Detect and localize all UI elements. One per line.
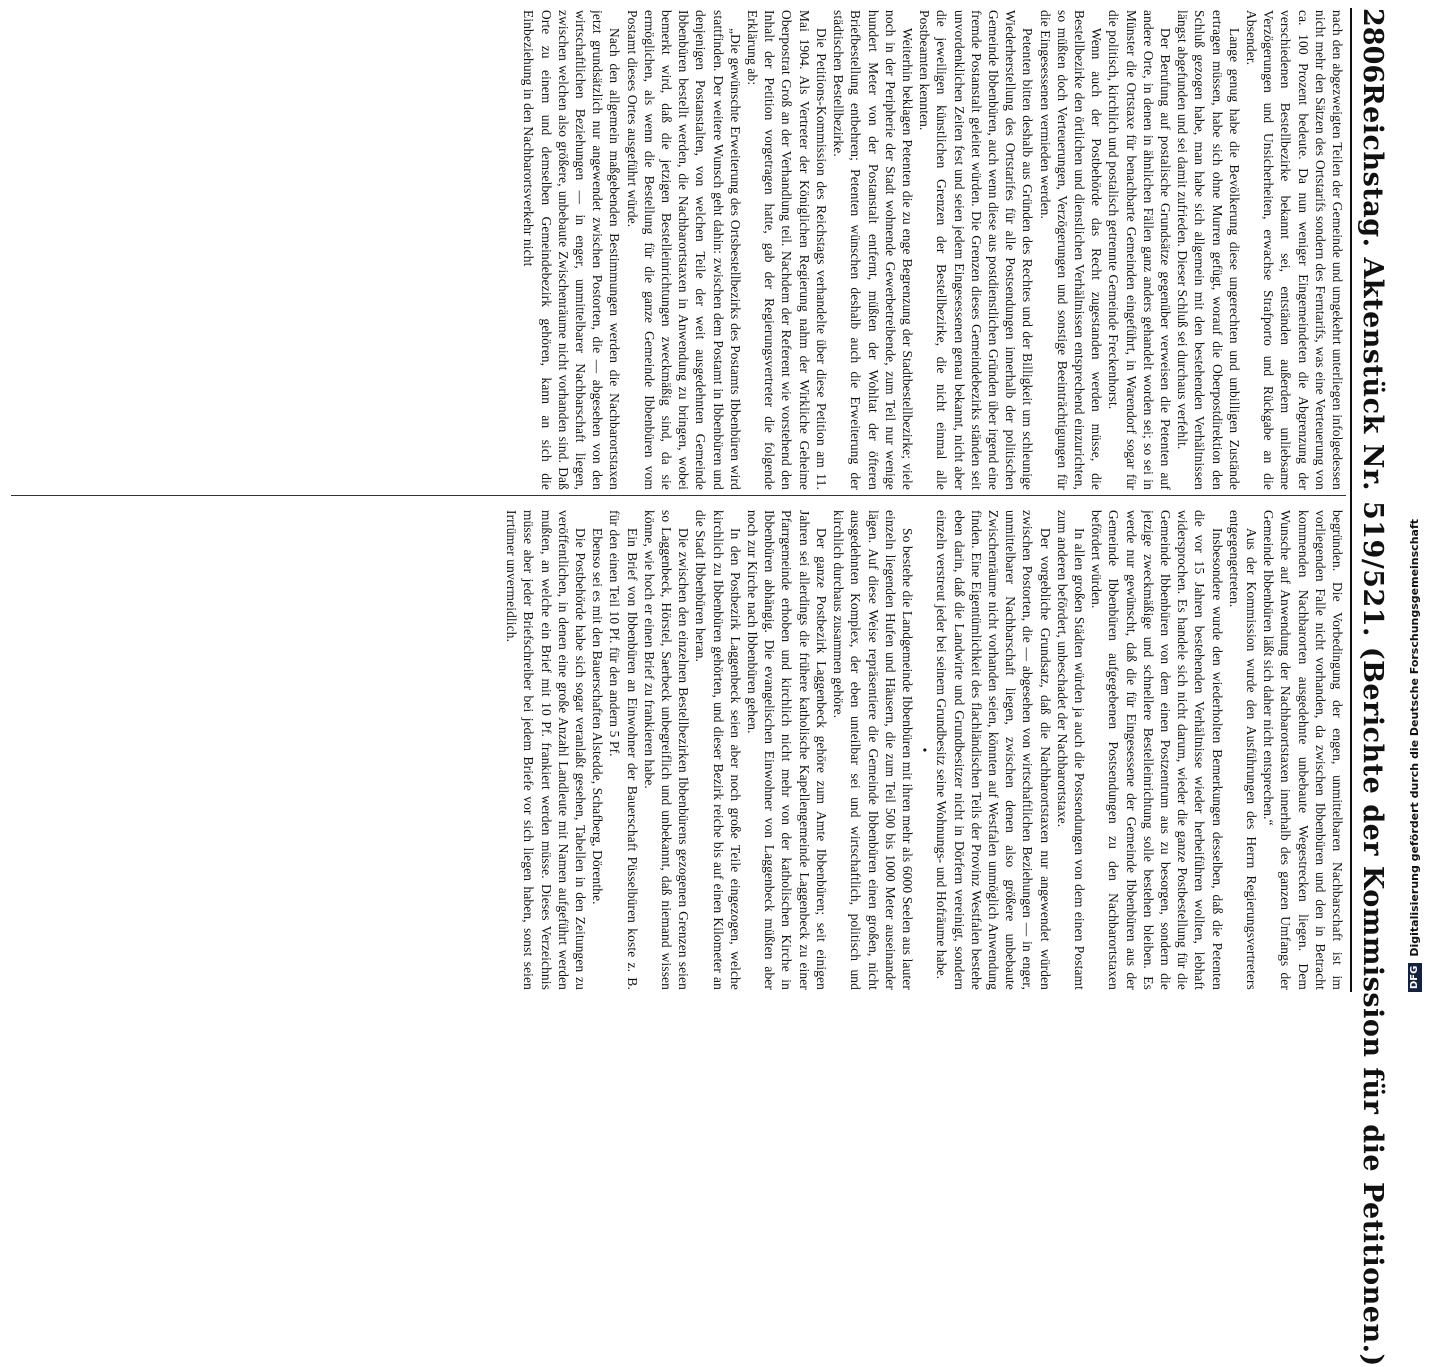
paragraph: Wenn auch der Postbehörde das Recht zugestanden werden müsse, die Bestellbezirke den örtlichen und dienstlichen Verhältnissen entsprechend einzurichten, so müßten doch Verteuerungen, Verzögerungen und sonstige Beeinträchtigungen für die Eingesessenen vermieden werden. <box>1037 10 1105 490</box>
paragraph: nach den abgezweigten Teilen der Gemeinde und umgekehrt unterliegen infolgedessen nicht mehr den Sätzen des Ortstarifs sondern des Ferntarifs, was eine Verteuerung von ca. 100 Prozent bedeute. Da nun weniger Eingemeindeten die Abgrenzung der verschiedenen Bestellbezirke bekannt sei, entständen außerdem unliebsame Verzögerungen und Unsicherheiten, erwachse Strafporto und Rückgabe an die Absender. <box>1243 10 1345 490</box>
page-number: 2806 <box>1357 8 1389 84</box>
paragraph: Aus der Kommission wurde den Ausführungen des Herrn Regierungsvertreters entgegengetreten. <box>1226 510 1259 990</box>
dfg-logo: DFG <box>1408 963 1422 992</box>
quoted-paragraph: begründen. Die Vorbedingung der engen, unmittelbaren Nachbarschaft ist im vorliegenden Falle nicht vorhanden, da zwischen Ibbenbüren und den in Betracht kommenden Nachbarorten ausgedehnte unbebaute Wegestrecken liegen. Dem Wunsche auf Anwendung der Nachbarortstaxen innerhalb des ganzen Umfangs der Gemeinde Ibbenbüren läßt sich daher nicht entsprechen.“ <box>1261 510 1345 990</box>
paragraph: Die zwischen den einzelnen Bestellbezirken Ibbenbürens gezogenen Grenzen seien so Laggenbeck, Hörstel, Saerbeck unbegreiflich und unbekannt, daß niemand wissen könne, wie hoch er einen Brief zu frankieren habe. <box>641 510 692 990</box>
paragraph-separator: • <box>917 747 933 753</box>
paragraph: Der Berufung auf postalische Grundsätze gegenüber verweisen die Petenten auf andere Orte, in denen in ähnlichen Fällen ganz anders gehandelt worden sei; so sei in Münster die Ortstaxe für benachbarte Gemeinden eingeführt, in Warendorf sogar für die politisch, kirchlich und postalisch getrennte Gemeinde Freckenhorst. <box>1106 10 1173 490</box>
paragraph: Ebenso sei es mit den Bauerschaften Alstedde, Schafberg, Dörenthe. <box>590 528 606 905</box>
paragraph: Der ganze Postbezirk Laggenbeck gehöre zum Amte Ibbenbüren; seit einigen Jahren sei allerdings die frühere katholische Kapellengemeinde Laggenbeck zu einer Pfarrgemeinde erhoben und kirchlich nicht mehr von der katholischen Kirche in Ibbenbüren abhängig. Die evangelischen Einwohner von Laggenbeck müßten aber noch zur Kirche nach Ibbenbüren gehen. <box>745 510 829 990</box>
credit-text: Digitalisierung gefördert durch die Deutsche Forschungsgemeinschaft <box>1408 518 1421 957</box>
page-title: Reichstag. Aktenstück Nr. 519/521. (Berichte der Kommission für die Petitionen.) <box>1357 83 1389 1367</box>
page-header <box>1350 8 1394 1367</box>
column-divider <box>11 495 1346 496</box>
paragraph: Die Petitions-Kommission des Reichstags verhandelte über diese Petition am 11. Mai 1904. Als Vertreter der Königlichen Regierung nahm der Wirkliche Geheime Oberpostrat Groß an der Verhandlung teil. Nachdem der Referent wie vorstehend den Inhalt der Petition vorgetragen hatte, gab der Regierungsvertreter die folgende Erklärung ab: <box>745 10 829 490</box>
paragraph: Die Postbehörde habe sich sogar veranlaßt gesehen, Tabellen in den Zeitungen zu veröffentlichen, in denen eine große Anzahl Landleute mit Namen aufgeführt werden mußten, an welche ein Brief mit 10 Pf. frankiert werden müsse. Dieses Verzeichnis müsse aber jeder Briefschreiber bei jedem Briefe vor sich liegen haben, sonst seien Irrtümer unvermeidlich. <box>504 510 589 990</box>
paragraph: Weiterhin beklagen Petenten die zu enge Begrenzung der Stadtbestellbezirke; viele noch in der Peripherie der Stadt wohnende Gewerbetreibende, zum Teil nur wenige hundert Meter von der Postanstalt entfernt, müßten der Wohltat der öfteren Briefbestellung entbehren; Petenten wünschen deshalb auch die Erweiterung der städtischen Bestellbezirke. <box>831 10 915 490</box>
paragraph: Der vorgebliche Grundsatz, daß die Nachbarortstaxen nur angewendet würden zwischen Postorten, die — abgesehen von wirtschaftlichen Beziehungen — in enger, unmittelbarer Nachbarschaft liegen, zwischen denen also größere unbebaute Zwischenräume nicht vorhanden seien, könnten auf Westfalen unmöglich Anwendung finden. Eine Eigentümlichkeit des flachländischen Teils der Provinz Westfalen bestehe eben darin, daß die Landwirte und Grundbesitzer nicht in Dörfern vereinigt, sondern einzeln verstreut jeder bei seinem Grundbesitz seine Wohnungs- und Hofräume habe. <box>934 510 1053 990</box>
quoted-paragraph: „Die gewünschte Erweiterung des Ortsbestellbezirks des Postamts Ibbenbüren wird stattfinden. Der weitere Wunsch geht dahin: zwischen dem Postamt in Ibbenbüren und denjenigen Postanstalten, von welchen Teile der weit ausgedehnten Gemeinde Ibbenbüren bestellt werden, die Nachbarortstaxen in Anwendung zu bringen, wobei bemerkt wird, daß die jetzigen Bestelleinrichtungen zweckmäßig sind, da sie ermöglichen, als wenn die Bestellung für die ganze Gemeinde Ibbenbüren vom Postamt dieses Ortes ausgeführt würde. <box>624 10 743 490</box>
text-column-left <box>11 10 1346 490</box>
digitization-credit <box>1404 0 1426 1000</box>
paragraph: In allen großen Städten würden ja auch die Postsendungen von dem einen Postamt zum anderen befördert, unbeschadet der Nachbarortstaxe. <box>1054 510 1087 990</box>
text-column-right <box>11 510 1346 990</box>
paragraph: Insbesondere wurde den wiederholten Bemerkungen desselben, daß die Petenten die vor 15 Jahren bestehenden Verhältnisse wieder herbeiführen wollten, lebhaft widersprochen. Es handele sich nicht darum, wieder die ganze Postbestellung für die Gemeinde Ibbenbüren von dem einen Postzentrum aus zu besorgen, sondern die jetzige zweckmäßige und schnellere Bestelleinrichtung solle bestehen bleiben. Es werde nur gewünscht, daß die für Eingesessene der Gemeinde Ibbenbüren aus der Gemeinde Ibbenbüren aufgegebenen Postsendungen zu den Nachbarortstaxen befördert würden. <box>1089 510 1225 990</box>
paragraph: Petenten bitten deshalb aus Gründen des Rechtes und der Billigkeit um schleunige Wiederherstellung des Ortstarifes für alle Postsendungen innerhalb der politischen Gemeinde Ibbenbüren, auch wenn diese aus postdienstlichen Gründen über irgend eine fremde Postanstalt geleitet würden. Die Grenzen dieses Gemeindebezirks ständen seit unvordenklichen Zeiten fest und seien jedem Eingesessenen genau bekannt, nicht aber die jeweiligen künstlichen Grenzen der Bestellbezirke, die nicht einmal alle Postbeamten kennten. <box>917 10 1036 490</box>
paragraph: In den Postbezirk Laggenbeck seien aber noch große Teile eingezogen, welche kirchlich zu Ibbenbüren gehörten, und dieser Bezirk reiche bis auf einen Kilometer an die Stadt Ibbenbüren heran. <box>693 510 743 990</box>
paragraph: So bestehe die Landgemeinde Ibbenbüren mit ihren mehr als 6000 Seelen aus lauter einzeln liegenden Hufen und Häusern, die zum Teil 500 bis 1000 Meter auseinander lägen. Auf diese Weise repräsentiere die Gemeinde Ibbenbüren einen großen, nicht ausgedehnten Komplex, der eben unteilbar sei und wirtschaftlich, politisch und kirchlich durchaus zusammen gehöre. <box>831 510 915 990</box>
paragraph: Ein Brief von Ibbenbüren an Einwohner der Bauerschaft Püsselbüren koste z. B. für den einen Teil 10 Pf. für den andern 5 Pf. <box>607 510 640 990</box>
quoted-paragraph: Nach den allgemein maßgebenden Bestimmungen werden die Nachbarortstaxen jetzt grundsätzlich nur angewendet zwischen Postorten, die — abgesehen von den wirtschaftlichen Beziehungen — in enger, unmittelbarer Nachbarschaft liegen, zwischen welchen also größere, unbebaute Zwischenräume nicht vorhanden sind. Daß Orte zu einem und demselben Gemeindebezirk gehören, kann an sich die Einbeziehung in den Nachbarortsverkehr nicht <box>521 10 623 490</box>
paragraph: Lange genug habe die Bevölkerung diese ungerechten und unbilligen Zustände ertragen müssen, habe sich ohne Murren gefügt, worauf die Oberpostdirektion den Schluß gezogen habe, man habe sich allgemein mit den bestehenden Verhältnissen längst abgefunden und sei damit zufrieden. Dieser Schluß sei durchaus verfehlt. <box>1175 10 1242 490</box>
